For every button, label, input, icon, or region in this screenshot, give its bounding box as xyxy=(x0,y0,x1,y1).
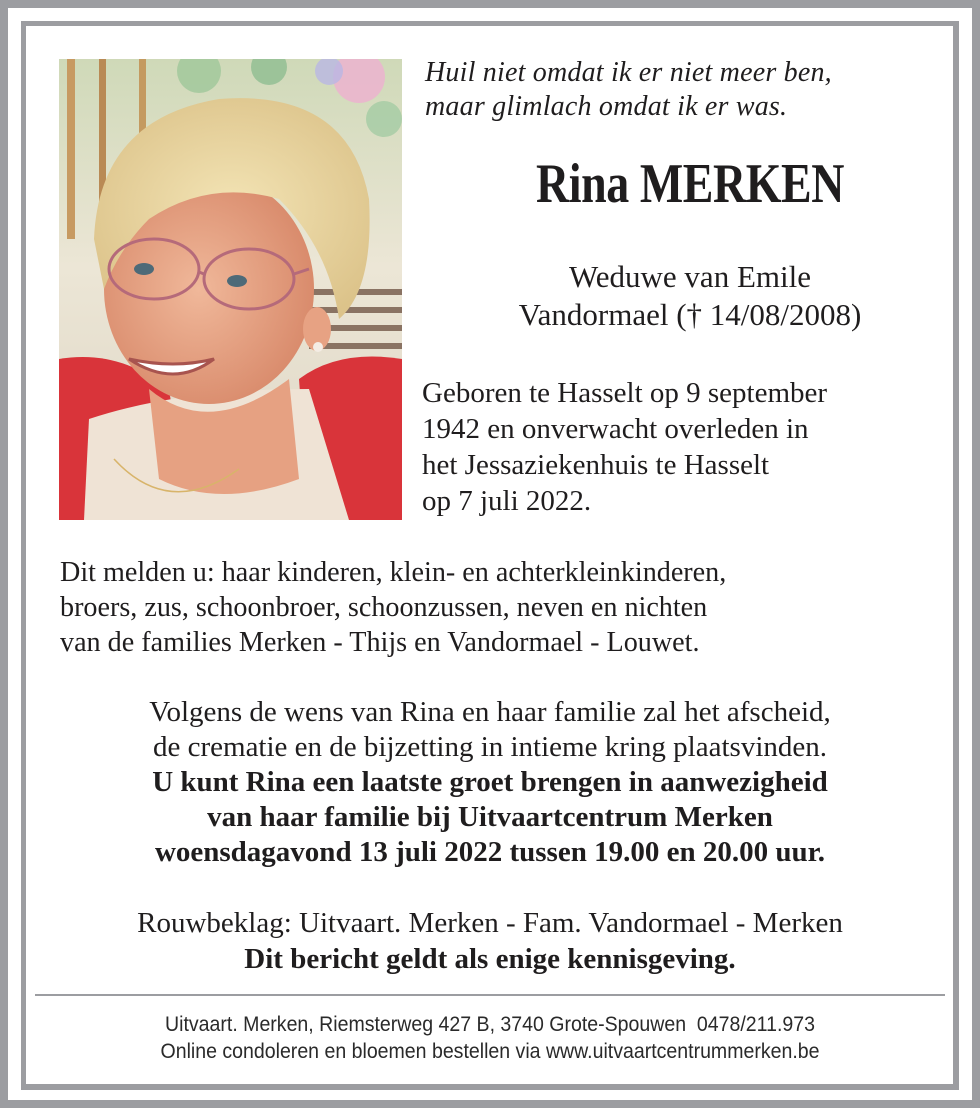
memorial-quote xyxy=(425,56,945,124)
wish-line-1: Volgens de wens van Rina en haar familie zal het afscheid, xyxy=(149,696,831,728)
condolence-info xyxy=(40,905,940,977)
visitation-line-1: U kunt Rina een laatste groet brengen in aanwezigheid xyxy=(152,766,828,798)
birth-line-4: op 7 juli 2022. xyxy=(422,485,592,517)
wish-line-2: de crematie en de bijzetting in intieme kring plaatsvinden. xyxy=(152,731,828,763)
family-announcement xyxy=(60,555,914,660)
birth-line-3: het Jessaziekenhuis te Hasselt xyxy=(422,449,770,481)
sole-notice-statement: Dit bericht geldt als enige kennisgeving. xyxy=(244,943,736,975)
funeral-home-address: Uitvaart. Merken, Riemsterweg 427 B, 3740 Grote-Spouwen 0478/211.973 xyxy=(165,1013,815,1036)
widow-line-2: Vandormael († 14/08/2008) xyxy=(518,297,862,332)
deceased-name: Rina MERKEN xyxy=(535,153,845,215)
condolence-address: Rouwbeklag: Uitvaart. Merken - Fam. Vandormael - Merken xyxy=(137,907,843,939)
birth-line-1: Geboren te Hasselt op 9 september xyxy=(422,377,828,409)
widow-line-1: Weduwe van Emile xyxy=(569,259,811,294)
farewell-arrangements xyxy=(40,695,940,870)
widow-of-statement xyxy=(410,258,970,334)
visitation-line-3: woensdagavond 13 juli 2022 tussen 19.00 en 20.00 uur. xyxy=(154,836,826,868)
visitation-line-2: van haar familie bij Uitvaartcentrum Merken xyxy=(207,801,773,833)
portrait-image-icon xyxy=(59,59,402,520)
birth-death-details xyxy=(422,375,942,519)
portrait-photo xyxy=(59,59,402,520)
quote-line-2: maar glimlach omdat ik er was. xyxy=(425,91,788,122)
announcement-line-1: Dit melden u: haar kinderen, klein- en achterkleinkinderen, xyxy=(60,556,727,588)
announcement-line-2: broers, zus, schoonbroer, schoonzussen, neven en nichten xyxy=(60,591,708,623)
funeral-home-footer xyxy=(72,1011,909,1065)
birth-line-2: 1942 en onverwacht overleden in xyxy=(422,413,809,445)
quote-line-1: Huil niet omdat ik er niet meer ben, xyxy=(425,57,832,88)
announcement-line-3: van de families Merken - Thijs en Vandormael - Louwet. xyxy=(60,626,700,658)
footer-divider xyxy=(35,994,945,996)
online-condolence-link[interactable]: Online condoleren en bloemen bestellen via www.uitvaartcentrummerken.be xyxy=(160,1040,820,1063)
